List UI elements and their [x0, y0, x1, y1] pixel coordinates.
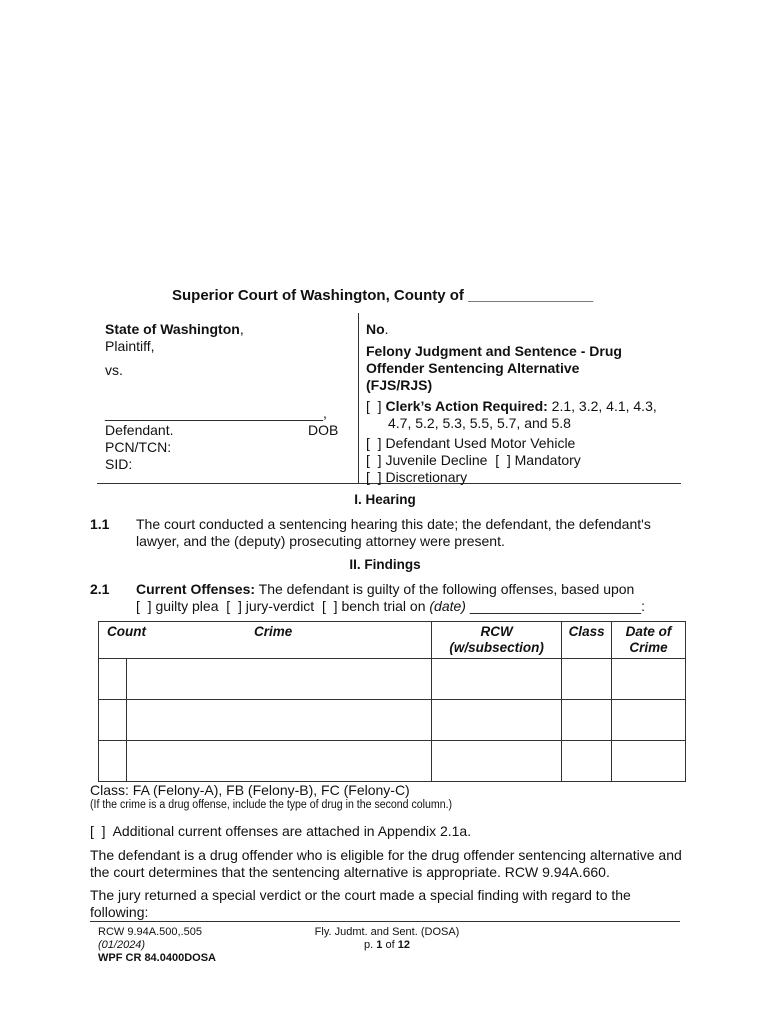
- section-2-1-text: Current Offenses: The defendant is guilty of the following offenses, based upon [ ] guilty plea [ ] jury-verdict [ ] bench trial on (date) ______________________:: [136, 581, 646, 614]
- count-cell[interactable]: [99, 659, 127, 700]
- rcw-cell[interactable]: [432, 700, 562, 741]
- rcw-cell[interactable]: [432, 741, 562, 782]
- date-header: Date of Crime: [612, 622, 686, 659]
- footer-citation: [98, 926, 216, 965]
- versus-label: vs.: [105, 362, 123, 378]
- defendant-label: Defendant.: [105, 422, 174, 438]
- juvenile-decline-checkbox[interactable]: [ ]: [366, 452, 382, 468]
- section-1-1-text: The court conducted a sentencing hearing this date; the defendant, the defendant's lawyer, and the (deputy) prosecuting attorney were present.: [136, 516, 651, 549]
- form-title: Felony Judgment and Sentence - Drug Offender Sentencing Alternative (FJS/RJS): [366, 343, 622, 393]
- discretionary-option[interactable]: [ ] Discretionary: [366, 469, 468, 485]
- footer-date: (01/2024): [98, 939, 146, 951]
- caption-divider: [358, 313, 359, 483]
- table-row: [99, 700, 686, 741]
- offense-table: [98, 621, 686, 782]
- footer-rule: [90, 921, 680, 922]
- motor-vehicle-option[interactable]: [ ] Defendant Used Motor Vehicle: [366, 435, 576, 451]
- section-2-1-number: 2.1: [90, 581, 110, 597]
- dob-label: DOB: [308, 422, 339, 438]
- defendant-name-line[interactable]: ____________________________,: [105, 405, 327, 421]
- drug-offense-note: (If the crime is a drug offense, include the type of drug in the second column.): [90, 799, 453, 811]
- plaintiff-label: Plaintiff,: [105, 338, 155, 354]
- special-verdict-text: The jury returned a special verdict or the court made a special finding with regard to the following:: [90, 887, 631, 920]
- appendix-option[interactable]: [ ] Additional current offenses are attached in Appendix 2.1a.: [90, 823, 472, 839]
- footer-form-title: Fly. Judmt. and Sent. (DOSA): [314, 926, 460, 938]
- table-header-row: [99, 622, 686, 659]
- date-cell[interactable]: [612, 741, 686, 782]
- findings-heading: II. Findings: [349, 557, 421, 572]
- crime-cell[interactable]: [126, 700, 431, 741]
- case-number-label: No: [366, 321, 385, 337]
- dosa-eligibility-text: The defendant is a drug offender who is eligible for the drug offender sentencing alternative and the court determines that the sentencing alternative is appropriate. RCW 9.94A.660.: [90, 847, 682, 880]
- guilty-plea-checkbox[interactable]: [ ]: [136, 598, 152, 614]
- current-offenses-label: Current Offenses:: [136, 581, 256, 597]
- table-row: [99, 659, 686, 700]
- class-cell[interactable]: [562, 741, 612, 782]
- jury-verdict-checkbox[interactable]: [ ]: [226, 598, 242, 614]
- hearing-heading: I. Hearing: [354, 492, 416, 507]
- pcn-label: PCN/TCN:: [105, 439, 172, 455]
- state-label: State of Washington: [105, 321, 240, 337]
- juvenile-decline-option[interactable]: [ ] Juvenile Decline [ ] Mandatory: [366, 452, 581, 468]
- class-legend: Class: FA (Felony-A), FB (Felony-B), FC (Felony-C): [90, 782, 410, 798]
- motor-vehicle-checkbox[interactable]: [ ]: [366, 435, 382, 451]
- count-cell[interactable]: [99, 700, 127, 741]
- class-cell[interactable]: [562, 700, 612, 741]
- footer-form-number: WPF CR 84.0400DOSA: [98, 952, 216, 964]
- section-1-1-number: 1.1: [90, 516, 110, 532]
- rcw-cell[interactable]: [432, 659, 562, 700]
- discretionary-checkbox[interactable]: [ ]: [366, 469, 382, 485]
- mandatory-checkbox[interactable]: [ ]: [495, 452, 511, 468]
- bench-trial-checkbox[interactable]: [ ]: [321, 598, 338, 614]
- caption-case-info: No. Felony Judgment and Sentence - Drug Offender Sentencing Alternative (FJS/RJS) [ ] Clerk’s Action Required: 2.1, 3.2, 4.1, 4.3, 4.7, 5.2, 5.3, 5.5, 5.7, and 5.8 [ ] Defendant Used Motor Vehicle [ ] Juvenile Decline [ ] Mandatory [ ] Discretionary: [366, 321, 686, 486]
- count-cell[interactable]: [99, 741, 127, 782]
- caption-parties: State of Washington, Plaintiff, vs. ____________________________, Defendant. DOB PCN/TCN: SID:: [105, 321, 350, 473]
- footer-title-block: [312, 926, 462, 952]
- sid-label: SID:: [105, 456, 133, 472]
- date-cell[interactable]: [612, 700, 686, 741]
- count-crime-header: Count Crime: [99, 622, 432, 659]
- clerk-action-label: Clerk’s Action Required:: [385, 398, 548, 414]
- court-title: Superior Court of Washington, County of _______________: [172, 287, 594, 304]
- footer-rcw: RCW 9.94A.500,.505: [98, 926, 202, 938]
- clerk-action-checkbox[interactable]: [ ]: [366, 398, 382, 414]
- crime-cell[interactable]: [126, 741, 431, 782]
- clerk-action-option[interactable]: [ ] Clerk’s Action Required: 2.1, 3.2, 4.1, 4.3,: [366, 398, 657, 414]
- class-header: Class: [562, 622, 612, 659]
- clerk-action-sections: 4.7, 5.2, 5.3, 5.5, 5.7, and 5.8: [388, 415, 571, 431]
- rcw-header: RCW (w/subsection): [432, 622, 562, 659]
- class-cell[interactable]: [562, 659, 612, 700]
- table-row: [99, 741, 686, 782]
- page-number: p. 1 of 12: [364, 939, 410, 951]
- date-cell[interactable]: [612, 659, 686, 700]
- bench-trial-date-field[interactable]: ______________________:: [465, 598, 646, 614]
- crime-cell[interactable]: [126, 659, 431, 700]
